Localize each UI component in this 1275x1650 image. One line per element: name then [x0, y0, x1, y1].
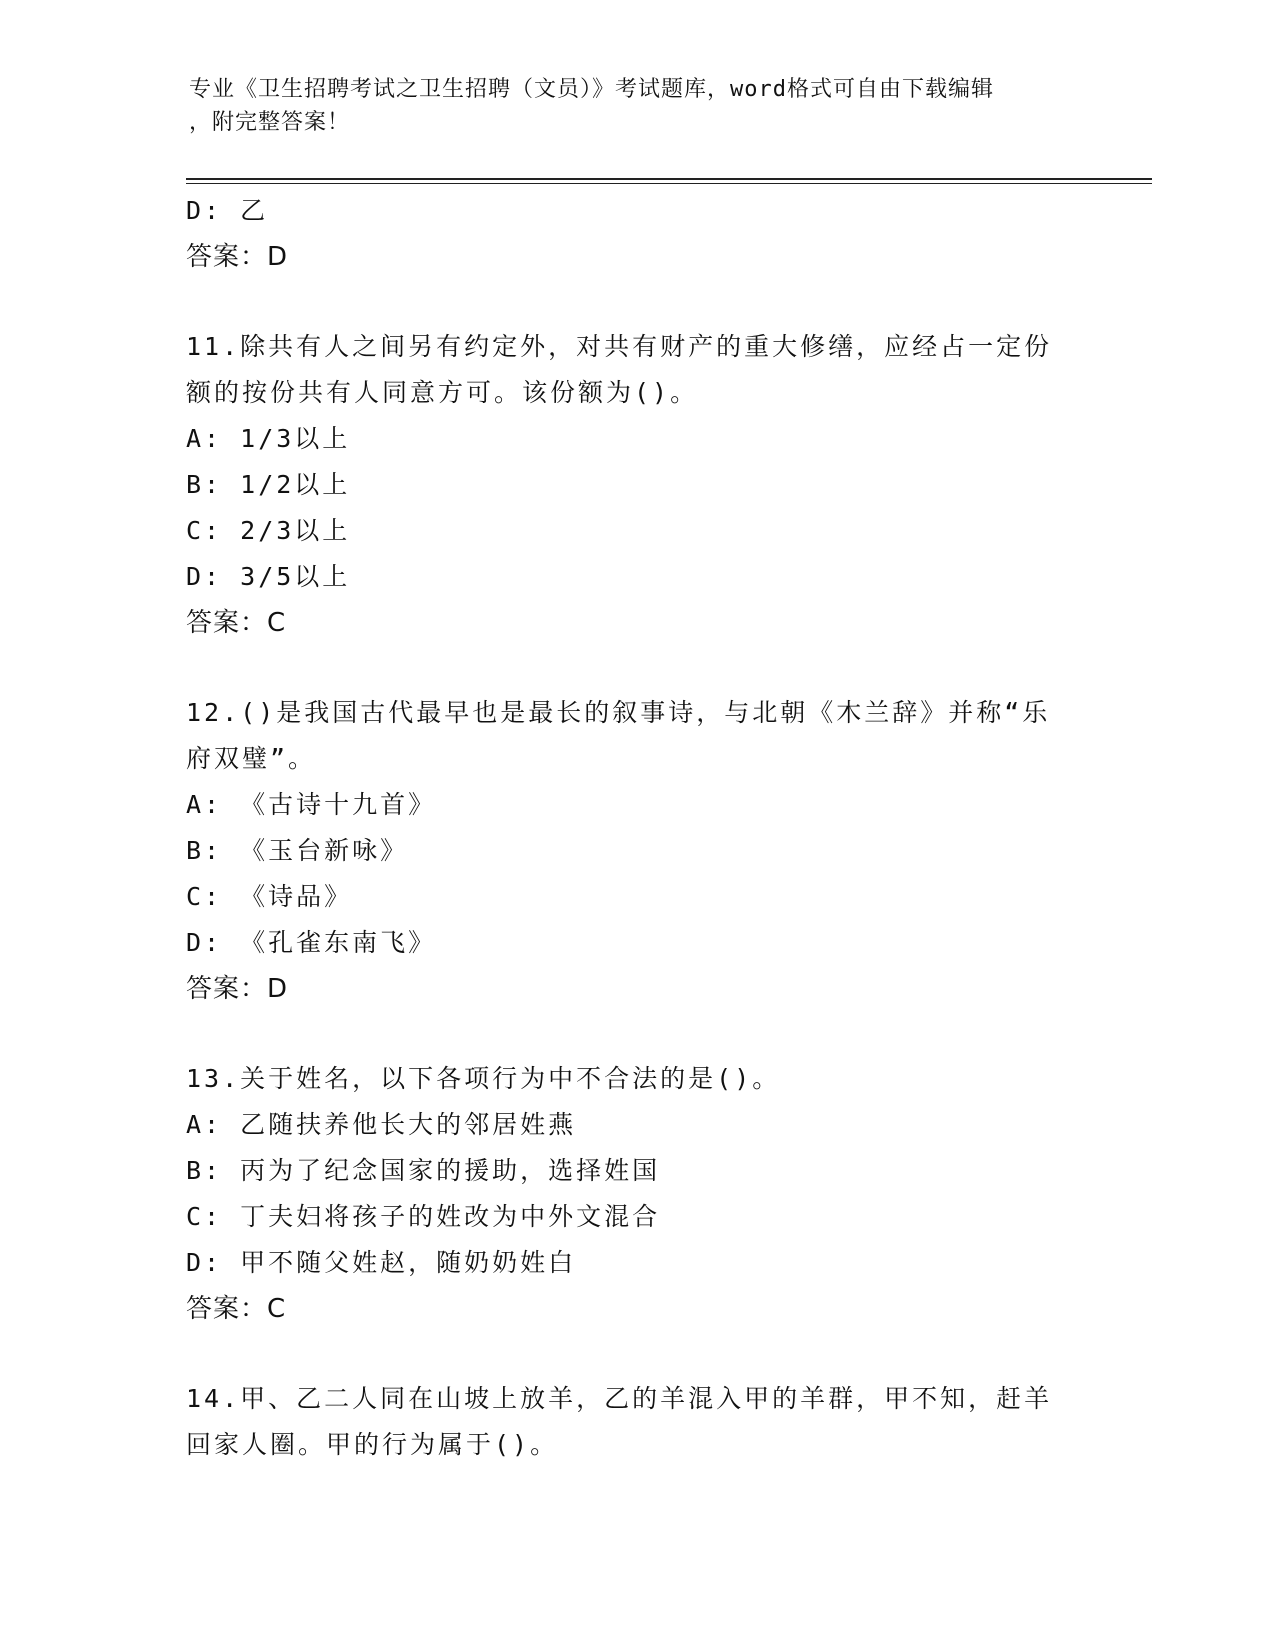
option-c: C: 2/3以上: [186, 516, 351, 545]
option-a: A: 1/3以上: [186, 424, 351, 453]
question-13: [186, 1056, 1086, 1332]
option-d: D: 3/5以上: [186, 562, 351, 591]
question-text-line-1: 11.除共有人之间另有约定外，对共有财产的重大修缮，应经占一定份: [186, 332, 1053, 361]
answer-line: 答案：D: [186, 974, 289, 1004]
answer-line: 答案：C: [186, 1294, 287, 1324]
previous-question-tail: [186, 188, 1086, 280]
option-a: A: 乙随扶养他长大的邻居姓燕: [186, 1110, 577, 1139]
question-11: [186, 324, 1086, 646]
document-body: [186, 188, 1086, 1468]
question-text-line-2: 额的按份共有人同意方可。该份额为()。: [186, 378, 699, 407]
question-text-line-1: 12.()是我国古代最早也是最长的叙事诗，与北朝《木兰辞》并称“乐: [186, 698, 1051, 727]
option-d: D: 甲不随父姓赵，随奶奶姓白: [186, 1248, 577, 1277]
header-line-2: ，附完整答案！: [189, 110, 351, 135]
question-text-line-1: 14.甲、乙二人同在山坡上放羊，乙的羊混入甲的羊群，甲不知，赶羊: [186, 1384, 1053, 1413]
header-line-1: 专业《卫生招聘考试之卫生招聘（文员）》考试题库，word格式可自由下载编辑: [189, 77, 994, 102]
option-a: A: 《古诗十九首》: [186, 790, 437, 819]
header-divider-thick: [186, 178, 1152, 180]
header-divider-thin: [186, 183, 1152, 184]
option-d: D: 乙: [186, 196, 269, 225]
question-text-line-2: 府双璧”。: [186, 744, 317, 773]
question-text-line-1: 13.关于姓名，以下各项行为中不合法的是()。: [186, 1064, 781, 1093]
option-b: B: 《玉台新咏》: [186, 836, 409, 865]
answer-line: 答案：D: [186, 242, 289, 272]
option-d: D: 《孔雀东南飞》: [186, 928, 437, 957]
option-b: B: 丙为了纪念国家的援助，选择姓国: [186, 1156, 661, 1185]
page-header: [189, 73, 1089, 139]
option-c: C: 丁夫妇将孩子的姓改为中外文混合: [186, 1202, 661, 1231]
option-c: C: 《诗品》: [186, 882, 353, 911]
question-text-line-2: 回家人圈。甲的行为属于()。: [186, 1430, 559, 1459]
option-b: B: 1/2以上: [186, 470, 351, 499]
question-14: [186, 1376, 1086, 1468]
question-12: [186, 690, 1086, 1012]
answer-line: 答案：C: [186, 608, 287, 638]
